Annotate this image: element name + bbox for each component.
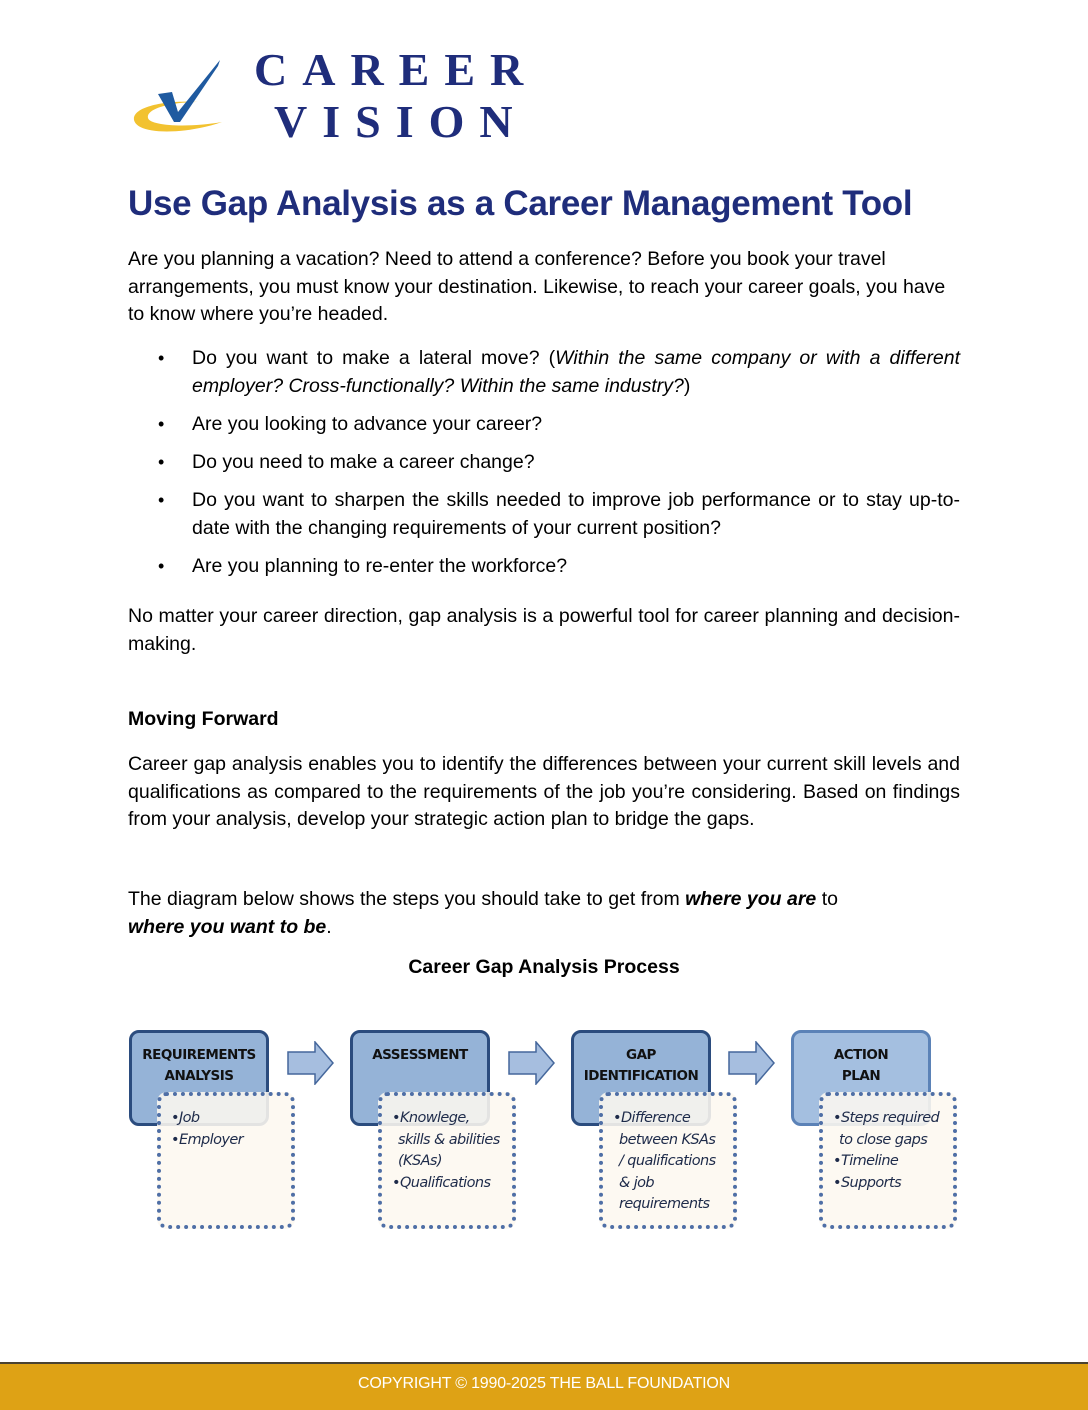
step-detail-line: •Timeline <box>833 1153 899 1169</box>
page-title: Use Gap Analysis as a Career Management Tool <box>128 184 913 223</box>
section-paragraph: Career gap analysis enables you to identify the differences between your current skill levels and qualifications as compared to the requirements of the job you’re considering. Based on findings from your analysis, develop your strategic action plan to bridge the gaps. <box>128 753 960 830</box>
step-label-line: ANALYSIS <box>164 1068 234 1084</box>
list-item: • Do you need to make a career change? <box>128 448 960 476</box>
text-run: to <box>816 888 838 910</box>
step-detail-line: •Job <box>171 1110 200 1126</box>
step-detail-line: / qualifications <box>619 1153 716 1169</box>
step-detail-line: & job <box>619 1174 655 1191</box>
summary-paragraph: No matter your career direction, gap analysis is a powerful tool for career planning and decision-making. <box>128 605 960 655</box>
step-details <box>599 1092 737 1229</box>
step-label-line: ASSESSMENT <box>372 1047 468 1063</box>
copyright-text: COPYRIGHT © 1990-2025 THE BALL FOUNDATION <box>357 1375 730 1392</box>
step-label <box>353 1033 487 1066</box>
logo-line-2: VISION <box>274 96 528 147</box>
list-item <box>128 344 960 400</box>
checkmark-swoosh-icon <box>128 56 228 136</box>
step-label-line: GAP <box>626 1047 656 1063</box>
diagram-title: Career Gap Analysis Process <box>408 956 680 978</box>
step-detail-line: between KSAs <box>619 1131 716 1148</box>
step-detail-line: •Steps required <box>833 1110 940 1126</box>
right-arrow-icon <box>287 1041 335 1085</box>
step-detail-line: to close gaps <box>839 1131 928 1148</box>
step-detail-line: (KSAs) <box>398 1153 442 1169</box>
step-detail-line: •Supports <box>833 1174 902 1191</box>
step-detail-line: •Employer <box>171 1131 244 1148</box>
emphasis-where-you-are: where you are <box>685 888 817 910</box>
diagram-intro-paragraph <box>128 886 960 941</box>
step-detail-line: skills & abilities <box>398 1131 500 1148</box>
career-vision-logo <box>128 44 539 147</box>
list-item-text: Do you want to make a lateral move? ( <box>192 347 556 369</box>
emphasis-where-you-want-to-be: where you want to be <box>128 915 327 938</box>
right-arrow-icon <box>508 1041 556 1085</box>
intro-paragraph: Are you planning a vacation? Need to attend a conference? Before you book your travel arrangements, you must know your destination. Likewise, to reach your career goals, you have to know where you’re headed. <box>128 248 946 325</box>
step-label-line: IDENTIFICATION <box>583 1068 699 1084</box>
question-list <box>128 344 960 590</box>
step-details <box>157 1092 295 1229</box>
logo-wordmark <box>254 44 538 148</box>
list-item-tail: ) <box>683 375 691 397</box>
step-label-line: PLAN <box>841 1068 881 1084</box>
step-label-line: ACTION <box>833 1047 889 1063</box>
step-label-line: REQUIREMENTS <box>142 1047 256 1063</box>
step-detail-line: •Qualifications <box>392 1174 491 1191</box>
text-run: The diagram below shows the steps you should take to get from <box>128 888 686 910</box>
list-item: • Are you looking to advance your career? <box>128 410 960 438</box>
step-detail-line: requirements <box>619 1196 710 1212</box>
logo-line-1: CAREER <box>254 44 539 95</box>
step-label <box>574 1033 708 1087</box>
text-run: . <box>326 915 332 938</box>
footer-bar <box>0 1362 1088 1410</box>
list-item: • Do you want to sharpen the skills needed to improve job performance or to stay up-to-date with the changing requirements of your current position? <box>128 486 960 542</box>
step-label <box>794 1033 928 1087</box>
list-item-italic: Within the same company or with a different employer? Cross-functionally? Within the same industry? <box>192 347 961 397</box>
step-details <box>378 1092 516 1229</box>
list-item: • Are you planning to re-enter the workforce? <box>128 552 960 580</box>
step-detail-line: •Knowlege, <box>392 1110 470 1126</box>
right-arrow-icon <box>728 1041 776 1085</box>
step-details <box>819 1092 957 1229</box>
step-detail-line: •Difference <box>613 1110 691 1126</box>
section-heading: Moving Forward <box>128 708 279 730</box>
step-label <box>132 1033 266 1087</box>
